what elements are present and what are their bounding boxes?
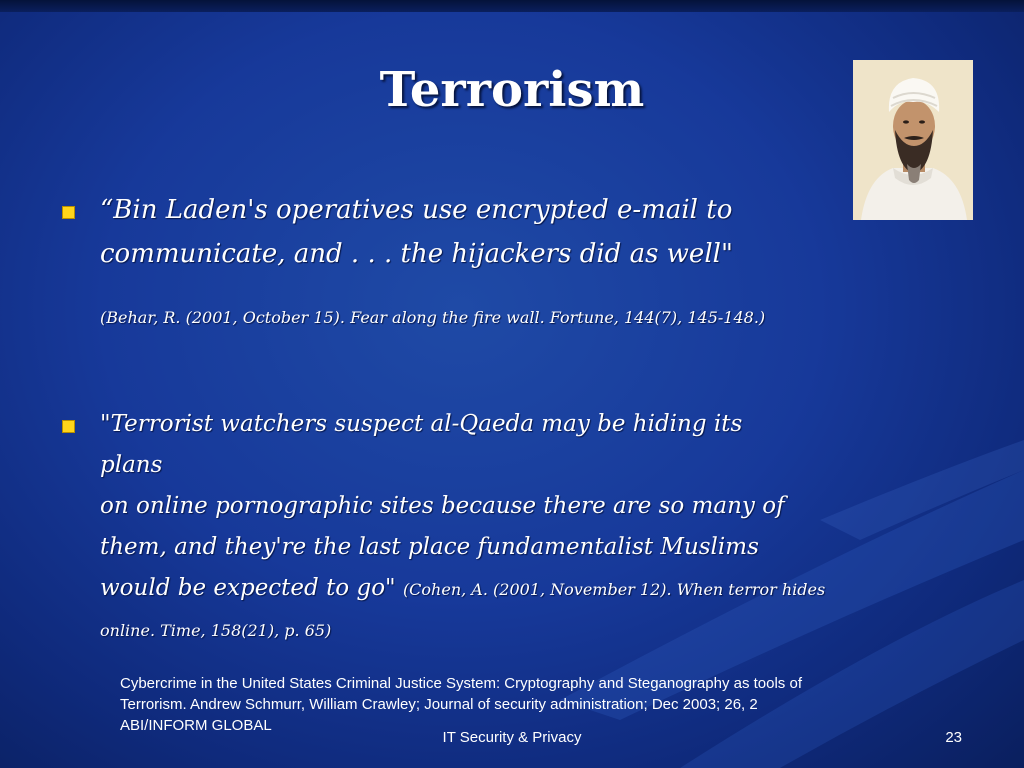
footer-title: IT Security & Privacy: [442, 729, 582, 746]
square-bullet-icon: [62, 206, 75, 219]
citation-2-part-1: (Cohen, A. (2001, November 12). When terror hides: [402, 580, 826, 599]
footnote-line-2: Terrorism. Andrew Schmurr, William Crawley; Journal of security administration; Dec 2003; 26, 2: [120, 696, 758, 713]
top-band: [0, 0, 1024, 12]
citation-1: (Behar, R. (2001, October 15). Fear along the fire wall. Fortune, 144(7), 145-148.): [100, 308, 766, 327]
quote-1-line-2: communicate, and . . . the hijackers did as well": [100, 239, 733, 269]
quote-1-line-1: “Bin Laden's operatives use encrypted e-mail to: [100, 195, 733, 225]
page-number: 23: [945, 729, 962, 746]
citation-2-part-2: online. Time, 158(21), p. 65): [100, 621, 332, 640]
source-footnote: [120, 673, 910, 736]
square-bullet-icon: [62, 420, 75, 433]
quote-1: [100, 188, 820, 276]
quote-2-line-1: "Terrorist watchers suspect al-Qaeda may be hiding its plans: [100, 411, 743, 478]
quote-2-line-3: them, and they're the last place fundamentalist Muslims: [100, 534, 759, 560]
portrait-photo: [853, 60, 973, 220]
slide-title: Terrorism: [379, 62, 645, 118]
quote-2: [100, 404, 826, 651]
quote-2-line-4-text: would be expected to go": [100, 575, 396, 601]
quote-2-line-4: [100, 568, 826, 610]
footnote-line-1: Cybercrime in the United States Criminal Justice System: Cryptography and Steganography as tools of: [120, 675, 802, 692]
quote-2-line-2: on online pornographic sites because there are so many of: [100, 493, 785, 519]
footnote-line-3: ABI/INFORM GLOBAL: [120, 717, 272, 734]
